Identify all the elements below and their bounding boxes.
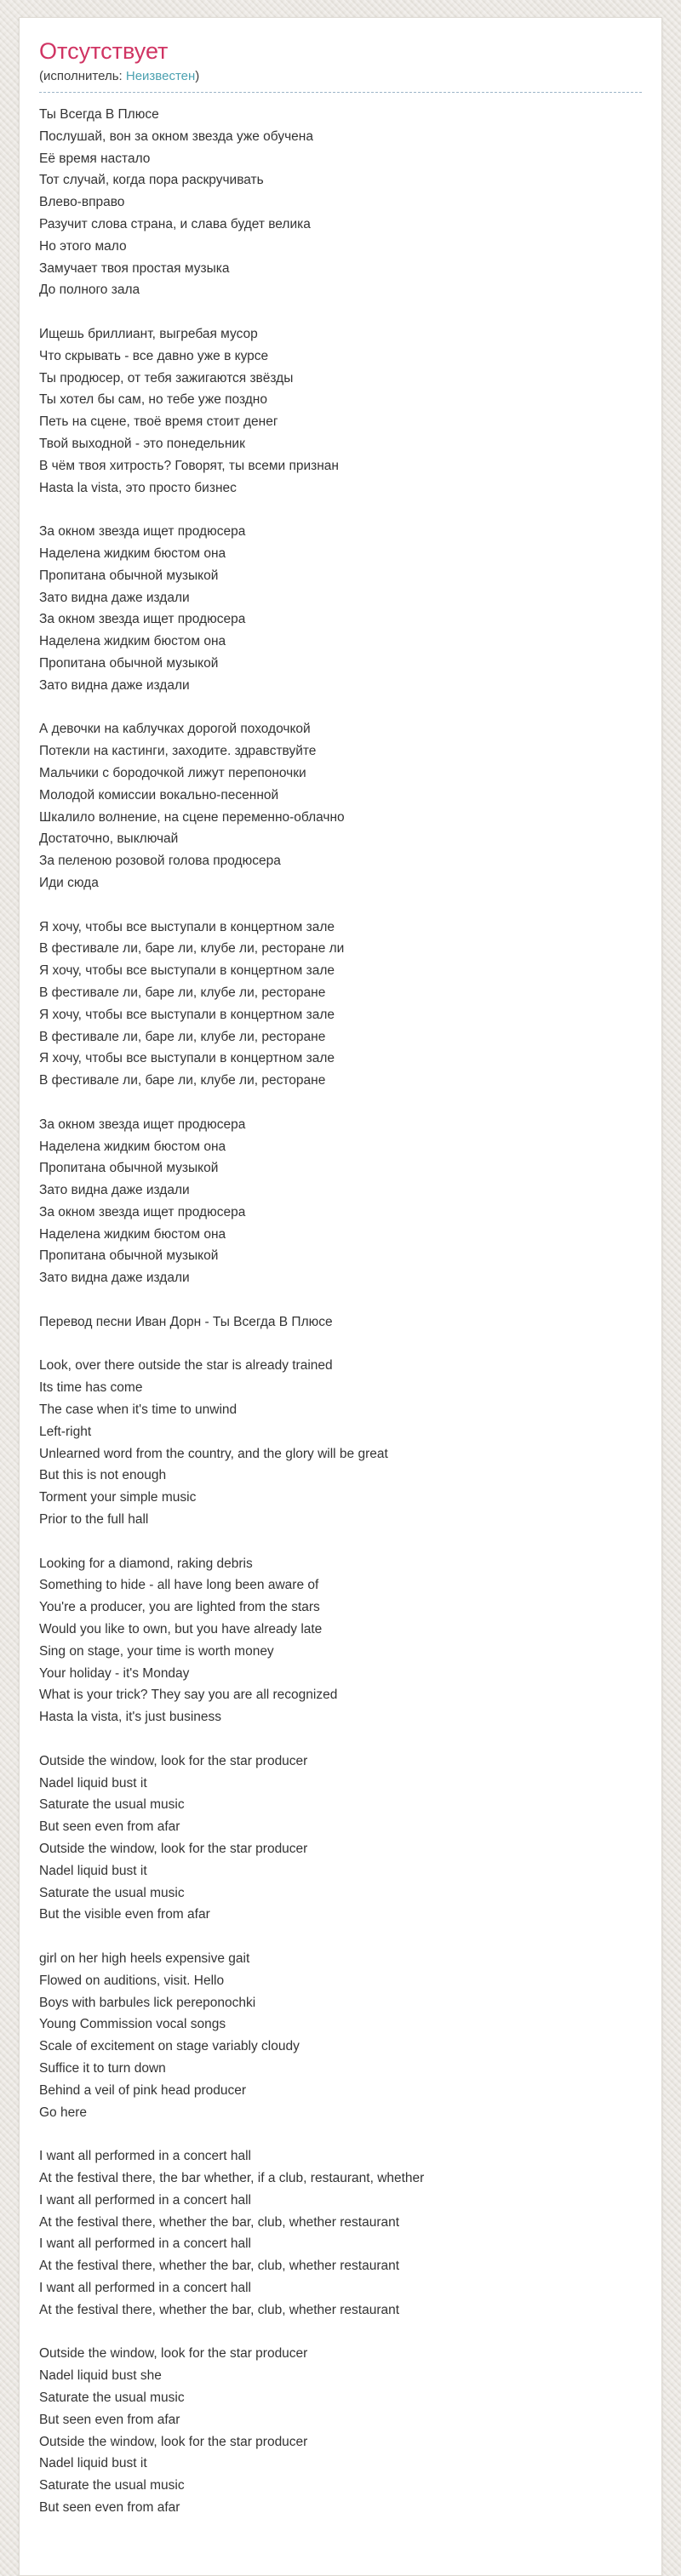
lyrics-line: But seen even from afar (39, 2499, 180, 2515)
lyrics-line: Hasta la vista, это просто бизнес (39, 480, 237, 495)
lyrics-line: Scale of excitement on stage variably cloudy (39, 2039, 300, 2054)
russian-chorus-1 (39, 521, 642, 696)
lyrics-line: Outside the window, look for the star producer (39, 2346, 308, 2362)
lyrics-line: Saturate the usual music (39, 2390, 185, 2405)
lyrics-line: Мальчики с бородочкой лижут перепоночки (39, 765, 306, 780)
lyrics-line: But seen even from afar (39, 1819, 180, 1835)
lyrics-line: Послушай, вон за окном звезда уже обучена (39, 129, 313, 144)
lyrics-line: Я хочу, чтобы все выступали в концертном зале (39, 963, 335, 979)
lyrics-line: Шкалило волнение, на сцене переменно-облачно (39, 809, 345, 825)
lyrics-line: Я хочу, чтобы все выступали в концертном зале (39, 919, 335, 934)
artist-label-prefix: (исполнитель: (39, 69, 126, 84)
lyrics-line: At the festival there, the bar whether, if a club, restaurant, whether (39, 2170, 425, 2185)
lyrics-line: Saturate the usual music (39, 1797, 185, 1813)
lyrics-text (39, 104, 642, 2519)
lyrics-line: I want all performed in a concert hall (39, 2149, 251, 2164)
lyrics-line: You're a producer, you are lighted from the stars (39, 1600, 320, 1615)
lyrics-line: Nadel liquid bust she (39, 2368, 162, 2384)
lyrics-line: Пропитана обычной музыкой (39, 655, 219, 671)
lyrics-line: Я хочу, чтобы все выступали в концертном зале (39, 1007, 335, 1022)
lyrics-line: The case when it's time to unwind (39, 1402, 237, 1418)
artist-link[interactable]: Неизвестен (125, 69, 196, 84)
russian-chorus-2 (39, 1114, 642, 1289)
lyrics-line: Зато видна даже издали (39, 677, 190, 693)
lyrics-line: А девочки на каблучках дорогой походочкой (39, 722, 311, 737)
lyrics-line: Sing on stage, your time is worth money (39, 1643, 274, 1659)
lyrics-line: But this is not enough (39, 1468, 167, 1483)
lyrics-line: В фестивале ли, баре ли, клубе ли, ресторане (39, 1073, 326, 1088)
lyrics-line: За пеленою розовой голова продюсера (39, 854, 281, 869)
lyrics-line: Flowed on auditions, visit. Hello (39, 1973, 225, 1988)
lyrics-line: Your holiday - it's Monday (39, 1665, 190, 1681)
lyrics-line: За окном звезда ищет продюсера (39, 1204, 246, 1219)
english-chorus-1 (39, 1751, 642, 1926)
lyrics-line: Петь на сцене, твоё время стоит денег (39, 414, 278, 430)
lyrics-card (19, 17, 662, 2576)
lyrics-line: I want all performed in a concert hall (39, 2280, 251, 2295)
lyrics-line: Я хочу, чтобы все выступали в концертном зале (39, 1051, 335, 1066)
lyrics-line: Prior to the full hall (39, 1512, 149, 1528)
lyrics-line: At the festival there, whether the bar, club, whether restaurant (39, 2302, 400, 2317)
lyrics-line: Outside the window, look for the star producer (39, 2434, 308, 2449)
russian-stanza-2 (39, 323, 642, 499)
lyrics-line: At the festival there, whether the bar, club, whether restaurant (39, 2214, 400, 2230)
lyrics-line: Что скрывать - все давно уже в курсе (39, 348, 269, 363)
lyrics-line: Замучает твоя простая музыка (39, 260, 230, 276)
lyrics-line: Saturate the usual music (39, 2478, 185, 2493)
lyrics-line: Left-right (39, 1424, 92, 1439)
translation-heading (39, 1311, 642, 1334)
lyrics-line: В фестивале ли, баре ли, клубе ли, ресторане ли (39, 941, 345, 957)
english-chorus-2 (39, 2343, 642, 2518)
lyrics-line: Boys with barbules lick pereponochki (39, 1995, 256, 2010)
lyrics-line: Suffice it to turn down (39, 2060, 166, 2076)
russian-bridge (39, 917, 642, 1092)
lyrics-line: Наделена жидким бюстом она (39, 634, 226, 649)
lyrics-line: I want all performed in a concert hall (39, 2192, 251, 2208)
lyrics-line: За окном звезда ищет продюсера (39, 524, 246, 540)
lyrics-line: До полного зала (39, 283, 140, 298)
lyrics-line: girl on her high heels expensive gait (39, 1951, 250, 1966)
lyrics-line: Перевод песни Иван Дорн - Ты Всегда В Плюсе (39, 1314, 333, 1329)
lyrics-line: В фестивале ли, баре ли, клубе ли, ресторане (39, 985, 326, 1000)
lyrics-line: Пропитана обычной музыкой (39, 1248, 219, 1264)
lyrics-line: В фестивале ли, баре ли, клубе ли, ресторане (39, 1029, 326, 1044)
lyrics-line: Behind a veil of pink head producer (39, 2082, 246, 2098)
lyrics-line: But the visible even from afar (39, 1907, 210, 1922)
lyrics-line: Зато видна даже издали (39, 590, 190, 605)
artist-label-suffix: ) (195, 69, 200, 84)
lyrics-line: Would you like to own, but you have already late (39, 1622, 323, 1637)
russian-stanza-3 (39, 718, 642, 894)
lyrics-line: Твой выходной - это понедельник (39, 437, 245, 451)
lyrics-line: Тот случай, когда пора раскручивать (39, 173, 264, 188)
lyrics-line: Something to hide - all have long been aware of (39, 1578, 319, 1593)
lyrics-line: Its time has come (39, 1380, 143, 1396)
lyrics-line: Go here (39, 2105, 88, 2120)
lyrics-line: Hasta la vista, it's just business (39, 1710, 222, 1725)
lyrics-line: But seen even from afar (39, 2412, 180, 2427)
lyrics-line: Зато видна даже издали (39, 1271, 190, 1286)
lyrics-line: Ты хотел бы сам, но тебе уже поздно (39, 392, 267, 408)
lyrics-line: Nadel liquid bust it (39, 1775, 147, 1791)
lyrics-line: Наделена жидким бюстом она (39, 1226, 226, 1242)
lyrics-line: Молодой комиссии вокально-песенной (39, 787, 279, 803)
english-bridge (39, 2145, 642, 2321)
lyrics-line: Ты продюсер, от тебя зажигаются звёзды (39, 370, 294, 386)
lyrics-line: I want all performed in a concert hall (39, 2236, 251, 2252)
lyrics-line: Young Commission vocal songs (39, 2017, 226, 2032)
lyrics-line: Torment your simple music (39, 1490, 197, 1505)
lyrics-line: Иди сюда (39, 875, 99, 890)
lyrics-line: Влево-вправо (39, 195, 125, 210)
lyrics-line: Наделена жидким бюстом она (39, 1139, 226, 1154)
lyrics-line: За окном звезда ищет продюсера (39, 612, 246, 627)
lyrics-line: Nadel liquid bust it (39, 1863, 147, 1878)
lyrics-line: Но этого мало (39, 238, 127, 254)
lyrics-line: Пропитана обычной музыкой (39, 1161, 219, 1176)
lyrics-line: Ищешь бриллиант, выгребая мусор (39, 327, 258, 342)
lyrics-line: Looking for a diamond, raking debris (39, 1556, 253, 1571)
artist-line (39, 65, 642, 93)
russian-stanza-1 (39, 104, 642, 301)
lyrics-line: What is your trick? They say you are all recognized (39, 1688, 338, 1703)
lyrics-line: At the festival there, whether the bar, club, whether restaurant (39, 2259, 400, 2274)
lyrics-line: Nadel liquid bust it (39, 2456, 147, 2471)
lyrics-line: Зато видна даже издали (39, 1183, 190, 1198)
lyrics-line: Её время настало (39, 151, 151, 166)
lyrics-line: Разучит слова страна, и слава будет велика (39, 217, 311, 232)
english-stanza-3 (39, 1948, 642, 2123)
lyrics-line: Ты Всегда В Плюсе (39, 107, 159, 123)
lyrics-line: Look, over there outside the star is already trained (39, 1358, 333, 1374)
english-stanza-2 (39, 1553, 642, 1728)
lyrics-line: Unlearned word from the country, and the glory will be great (39, 1446, 388, 1461)
lyrics-line: Outside the window, look for the star producer (39, 1842, 308, 1856)
lyrics-line: За окном звезда ищет продюсера (39, 1117, 246, 1132)
lyrics-line: Outside the window, look for the star producer (39, 1753, 308, 1768)
english-stanza-1 (39, 1355, 642, 1530)
lyrics-line: Saturate the usual music (39, 1885, 185, 1900)
lyrics-line: Потекли на кастинги, заходите. здравствуйте (39, 744, 317, 759)
lyrics-line: Достаточно, выключай (39, 831, 179, 847)
lyrics-line: Пропитана обычной музыкой (39, 568, 219, 583)
song-title: Отсутствует (39, 38, 169, 64)
lyrics-line: В чём твоя хитрость? Говорят, ты всеми признан (39, 458, 339, 473)
lyrics-line: Наделена жидким бюстом она (39, 545, 226, 561)
